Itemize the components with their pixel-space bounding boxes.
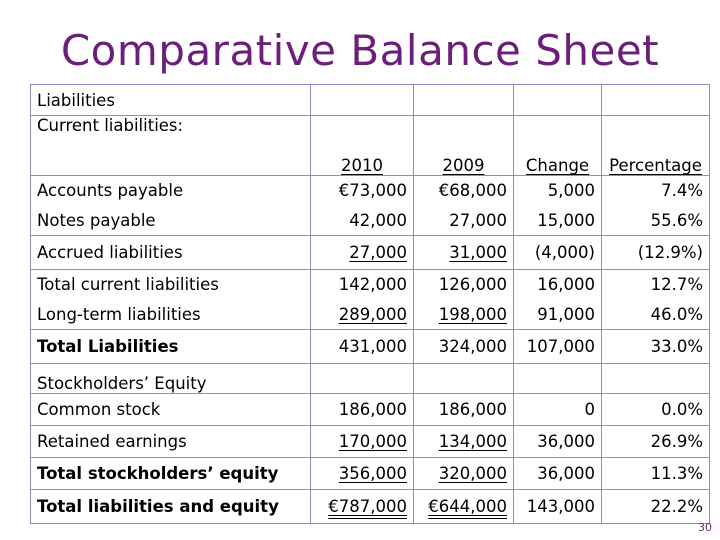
cell-change: 36,000 <box>514 458 602 490</box>
cell-percentage: 11.3% <box>602 458 710 490</box>
liabilities-heading: Liabilities <box>31 85 311 116</box>
cell-change: 15,000 <box>514 206 602 236</box>
col-header-2009: 2009 <box>442 156 485 175</box>
cell-2010: €73,000 <box>311 176 414 206</box>
cell-change: 91,000 <box>514 300 602 330</box>
cell-2010: 42,000 <box>311 206 414 236</box>
cell-2009: 31,000 <box>449 243 507 262</box>
cell-2009: 186,000 <box>414 394 514 426</box>
row-label: Notes payable <box>31 206 311 236</box>
page-number: 30 <box>698 521 712 534</box>
col-header-2010: 2010 <box>341 156 383 175</box>
cell-change: 36,000 <box>514 426 602 458</box>
cell-percentage: 55.6% <box>602 206 710 236</box>
cell-2010: €787,000 <box>328 497 407 516</box>
table-row <box>31 394 710 426</box>
cell-change: 5,000 <box>514 176 602 206</box>
row-label: Total Liabilities <box>31 330 311 364</box>
table-row <box>31 85 710 116</box>
table-row <box>31 364 710 394</box>
cell-2010: 356,000 <box>338 464 407 483</box>
cell-percentage: 7.4% <box>602 176 710 206</box>
table-row <box>31 116 710 176</box>
balance-sheet-table <box>30 84 710 524</box>
row-label: Accounts payable <box>31 176 311 206</box>
cell-2009: €644,000 <box>428 497 507 516</box>
cell-2009: €68,000 <box>414 176 514 206</box>
row-label: Long-term liabilities <box>31 300 311 330</box>
table-row <box>31 458 710 490</box>
row-label: Total current liabilities <box>31 270 311 300</box>
table-row <box>31 490 710 524</box>
row-label: Common stock <box>31 394 311 426</box>
cell-change: 143,000 <box>514 490 602 524</box>
cell-percentage: 22.2% <box>602 490 710 524</box>
table-row <box>31 300 710 330</box>
table-row <box>31 426 710 458</box>
cell-percentage: 12.7% <box>602 270 710 300</box>
cell-percentage: 0.0% <box>602 394 710 426</box>
cell-2009: 126,000 <box>414 270 514 300</box>
equity-heading: Stockholders’ Equity <box>31 364 311 394</box>
cell-2010: 289,000 <box>338 304 407 324</box>
current-liabilities-heading: Current liabilities: <box>31 116 311 176</box>
row-label: Total liabilities and equity <box>31 490 311 524</box>
cell-2010: 170,000 <box>338 432 407 451</box>
cell-percentage: 46.0% <box>602 300 710 330</box>
cell-change: 16,000 <box>514 270 602 300</box>
cell-change: 0 <box>514 394 602 426</box>
cell-percentage: 33.0% <box>602 330 710 364</box>
cell-2009: 198,000 <box>438 304 507 324</box>
cell-percentage: 26.9% <box>602 426 710 458</box>
cell-2009: 320,000 <box>438 464 507 483</box>
cell-2010: 142,000 <box>311 270 414 300</box>
page-title: Comparative Balance Sheet <box>60 26 660 75</box>
cell-percentage: (12.9%) <box>602 236 710 270</box>
cell-change: 107,000 <box>514 330 602 364</box>
col-header-change: Change <box>525 156 590 175</box>
row-label: Total stockholders’ equity <box>31 458 311 490</box>
cell-2009: 324,000 <box>414 330 514 364</box>
cell-2009: 27,000 <box>414 206 514 236</box>
table-row <box>31 176 710 206</box>
col-header-percentage: Percentage <box>609 156 702 175</box>
table-row <box>31 236 710 270</box>
cell-change: (4,000) <box>514 236 602 270</box>
cell-2010: 27,000 <box>349 243 407 262</box>
row-label: Retained earnings <box>31 426 311 458</box>
row-label: Accrued liabilities <box>31 236 311 270</box>
cell-2010: 431,000 <box>311 330 414 364</box>
cell-2009: 134,000 <box>438 432 507 451</box>
table-row <box>31 330 710 364</box>
table-row <box>31 270 710 300</box>
cell-2010: 186,000 <box>311 394 414 426</box>
table-row <box>31 206 710 236</box>
